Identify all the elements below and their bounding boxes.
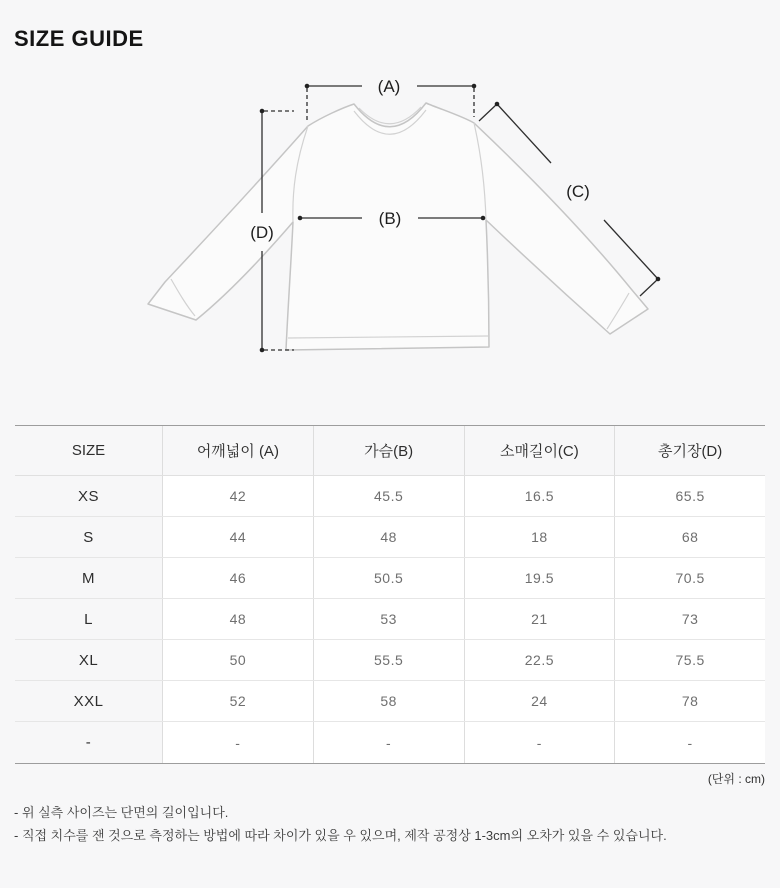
cell-sleeve: 22.5 [465, 640, 616, 680]
cell-shoulder: 46 [163, 558, 314, 598]
measure-b-dot-left [298, 216, 303, 221]
table-row-xl [15, 640, 765, 681]
cell-chest: 45.5 [314, 476, 465, 516]
size-label: - [15, 722, 163, 763]
cell-shoulder: 44 [163, 517, 314, 557]
cell-length: 65.5 [615, 476, 765, 516]
cell-length: 73 [615, 599, 765, 639]
cell-shoulder: 52 [163, 681, 314, 721]
header-cell-length: 총기장(D) [615, 426, 765, 475]
cell-sleeve: 18 [465, 517, 616, 557]
cell-chest: 48 [314, 517, 465, 557]
size-label: XXL [15, 681, 163, 721]
cell-shoulder: 42 [163, 476, 314, 516]
cell-sleeve: 19.5 [465, 558, 616, 598]
size-table-header-row [15, 426, 765, 476]
measure-d-dot-top [260, 109, 265, 114]
measure-c-dot-bottom [656, 277, 661, 282]
measurement-label-d: (D) [250, 223, 274, 242]
header-cell-size: SIZE [15, 426, 163, 475]
cell-chest: 55.5 [314, 640, 465, 680]
cell-length: 68 [615, 517, 765, 557]
note-line-1: - 위 실측 사이즈는 단면의 길이입니다. [14, 805, 229, 820]
size-label: XL [15, 640, 163, 680]
measure-b-dot-right [481, 216, 486, 221]
header-cell-shoulder: 어깨넓이 (A) [163, 426, 314, 475]
cell-sleeve: 24 [465, 681, 616, 721]
cell-length: 70.5 [615, 558, 765, 598]
measure-a-dot-right [472, 84, 477, 89]
table-row-xxl [15, 681, 765, 722]
garment-diagram-svg [0, 66, 780, 411]
cell-length: 75.5 [615, 640, 765, 680]
cell-sleeve: 21 [465, 599, 616, 639]
cell-chest: - [314, 722, 465, 763]
table-row-m [15, 558, 765, 599]
cell-shoulder: 50 [163, 640, 314, 680]
measurement-label-a: (A) [377, 77, 401, 96]
unit-note: (단위 : cm) [707, 772, 765, 786]
cell-shoulder: 48 [163, 599, 314, 639]
measurement-label-b: (B) [378, 209, 402, 228]
cell-chest: 53 [314, 599, 465, 639]
header-cell-chest: 가슴(B) [314, 426, 465, 475]
table-row-s [15, 517, 765, 558]
cell-sleeve: - [465, 722, 616, 763]
size-label: XS [15, 476, 163, 516]
table-row-xs [15, 476, 765, 517]
page-title: SIZE GUIDE [14, 26, 144, 51]
cell-shoulder: - [163, 722, 314, 763]
size-label: L [15, 599, 163, 639]
header-cell-sleeve: 소매길이(C) [465, 426, 616, 475]
cell-chest: 58 [314, 681, 465, 721]
cell-sleeve: 16.5 [465, 476, 616, 516]
note-line-2: - 직접 치수를 잰 것으로 측정하는 방법에 따라 차이가 있을 우 있으며, 제작 공정상 1-3cm의 오차가 있을 수 있습니다. [14, 827, 667, 843]
size-label: S [15, 517, 163, 557]
measure-d-dot-bottom [260, 348, 265, 353]
cell-length: 78 [615, 681, 765, 721]
cell-chest: 50.5 [314, 558, 465, 598]
footer-notes [14, 802, 766, 848]
measure-c-dot-top [495, 102, 500, 107]
table-row-empty [15, 722, 765, 763]
size-table [15, 425, 765, 764]
garment-diagram [0, 66, 780, 411]
table-row-l [15, 599, 765, 640]
measurement-label-c: (C) [566, 182, 590, 201]
size-label: M [15, 558, 163, 598]
measure-a-dot-left [305, 84, 310, 89]
cell-length: - [615, 722, 765, 763]
